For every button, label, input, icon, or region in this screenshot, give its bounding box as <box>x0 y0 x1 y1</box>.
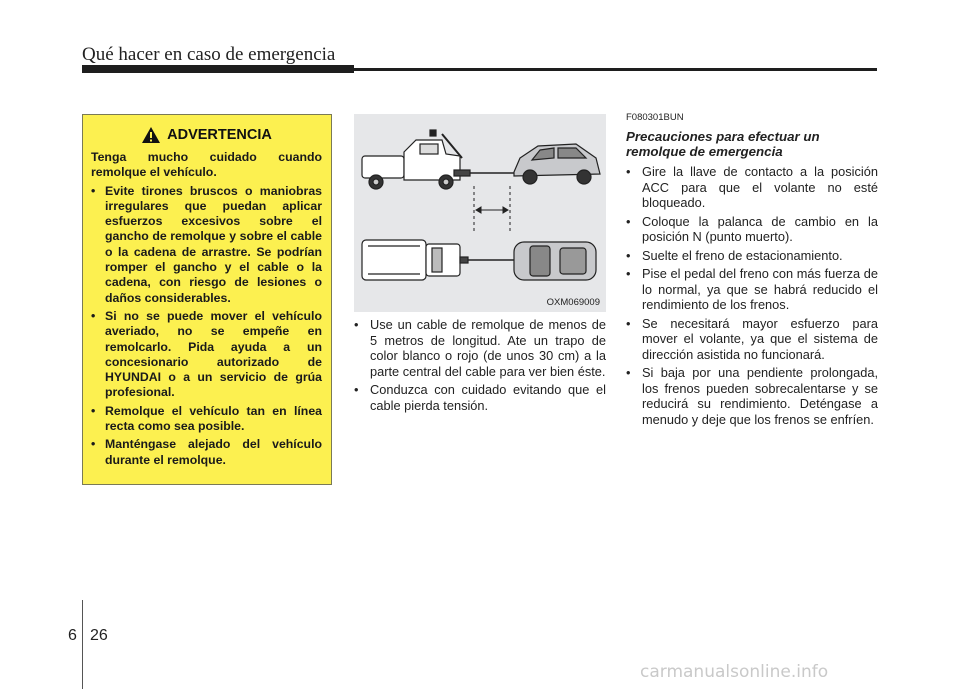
list-item: • Conduzca con cuidado evitando que el cable pierda tensión. <box>354 382 606 413</box>
warning-box <box>82 114 332 485</box>
list-item: • Pise el pedal del freno con más fuerza de lo normal, ya que se habrá reducido el rendimiento de los frenos. <box>626 266 878 313</box>
section-title: Precauciones para efectuar un remolque de emergencia <box>626 129 820 159</box>
warning-header <box>91 123 322 147</box>
warning-intro: Tenga mucho cuidado cuando remolque el vehículo. <box>91 150 322 180</box>
towing-illustration <box>354 114 606 312</box>
warning-item: • Remolque el vehículo tan en línea recta como sea posible. <box>91 404 322 435</box>
list-item: • Si baja por una pendiente prolongada, los frenos pueden sobrecalentarse y se reducirá su rendimiento. Deténgase a menudo y deje que los frenos se enfríen. <box>626 365 878 427</box>
warning-item: • Evite tirones bruscos o maniobras irregulares que puedan aplicar esfuerzos excesivos sobre el gancho de remolque y sobre el cable o la cadena de arrastre. Se podrían romper el gancho y el cable o la cadena, con riesgo de lesiones o daños considerables. <box>91 184 322 306</box>
list-item: • Suelte el freno de estacionamiento. <box>626 248 878 264</box>
chapter-number: 6 <box>68 627 77 644</box>
section-code: F080301BUN <box>626 112 684 123</box>
list-item: • Use un cable de remolque de menos de 5 metros de longitud. Ate un trapo de color blanco o rojo (de unos 30 cm) a la parte central del cable para ver bien éste. <box>354 317 606 379</box>
suv-top <box>514 242 596 280</box>
list-item: • Se necesitará mayor esfuerzo para mover el volante, ya que el sistema de dirección asistida no funcionará. <box>626 316 878 363</box>
precautions-list <box>626 164 878 427</box>
warning-item: • Si no se puede mover el vehículo averiado, no se empeñe en remolcarlo. Pida ayuda a un concesionario autorizado de HYUNDAI o a un servicio de grúa profesional. <box>91 309 322 401</box>
list-item: • Coloque la palanca de cambio en la posición N (punto muerto). <box>626 214 878 245</box>
page-number: 26 <box>90 627 108 644</box>
footer-rule <box>82 600 83 689</box>
figure-code: OXM069009 <box>546 297 600 308</box>
distance-marker <box>474 186 510 234</box>
watermark: carmanualsonline.info <box>640 662 829 682</box>
page-header-title: Qué hacer en caso de emergencia <box>82 44 336 65</box>
warning-list <box>91 184 322 468</box>
list-item: • Gire la llave de contacto a la posición ACC para que el volante no esté bloqueado. <box>626 164 878 211</box>
suv-side <box>514 144 600 184</box>
header-rule-tab <box>82 65 354 73</box>
warning-triangle-icon <box>141 126 161 144</box>
middle-list <box>354 317 606 413</box>
tow-truck-side <box>362 130 470 189</box>
towing-diagram <box>354 114 606 312</box>
warning-item: • Manténgase alejado del vehículo durante el remolque. <box>91 437 322 468</box>
warning-title: ADVERTENCIA <box>167 127 272 143</box>
towing-cable-instructions <box>354 317 606 416</box>
emergency-towing-precautions <box>626 112 878 430</box>
tow-truck-top <box>362 240 468 280</box>
